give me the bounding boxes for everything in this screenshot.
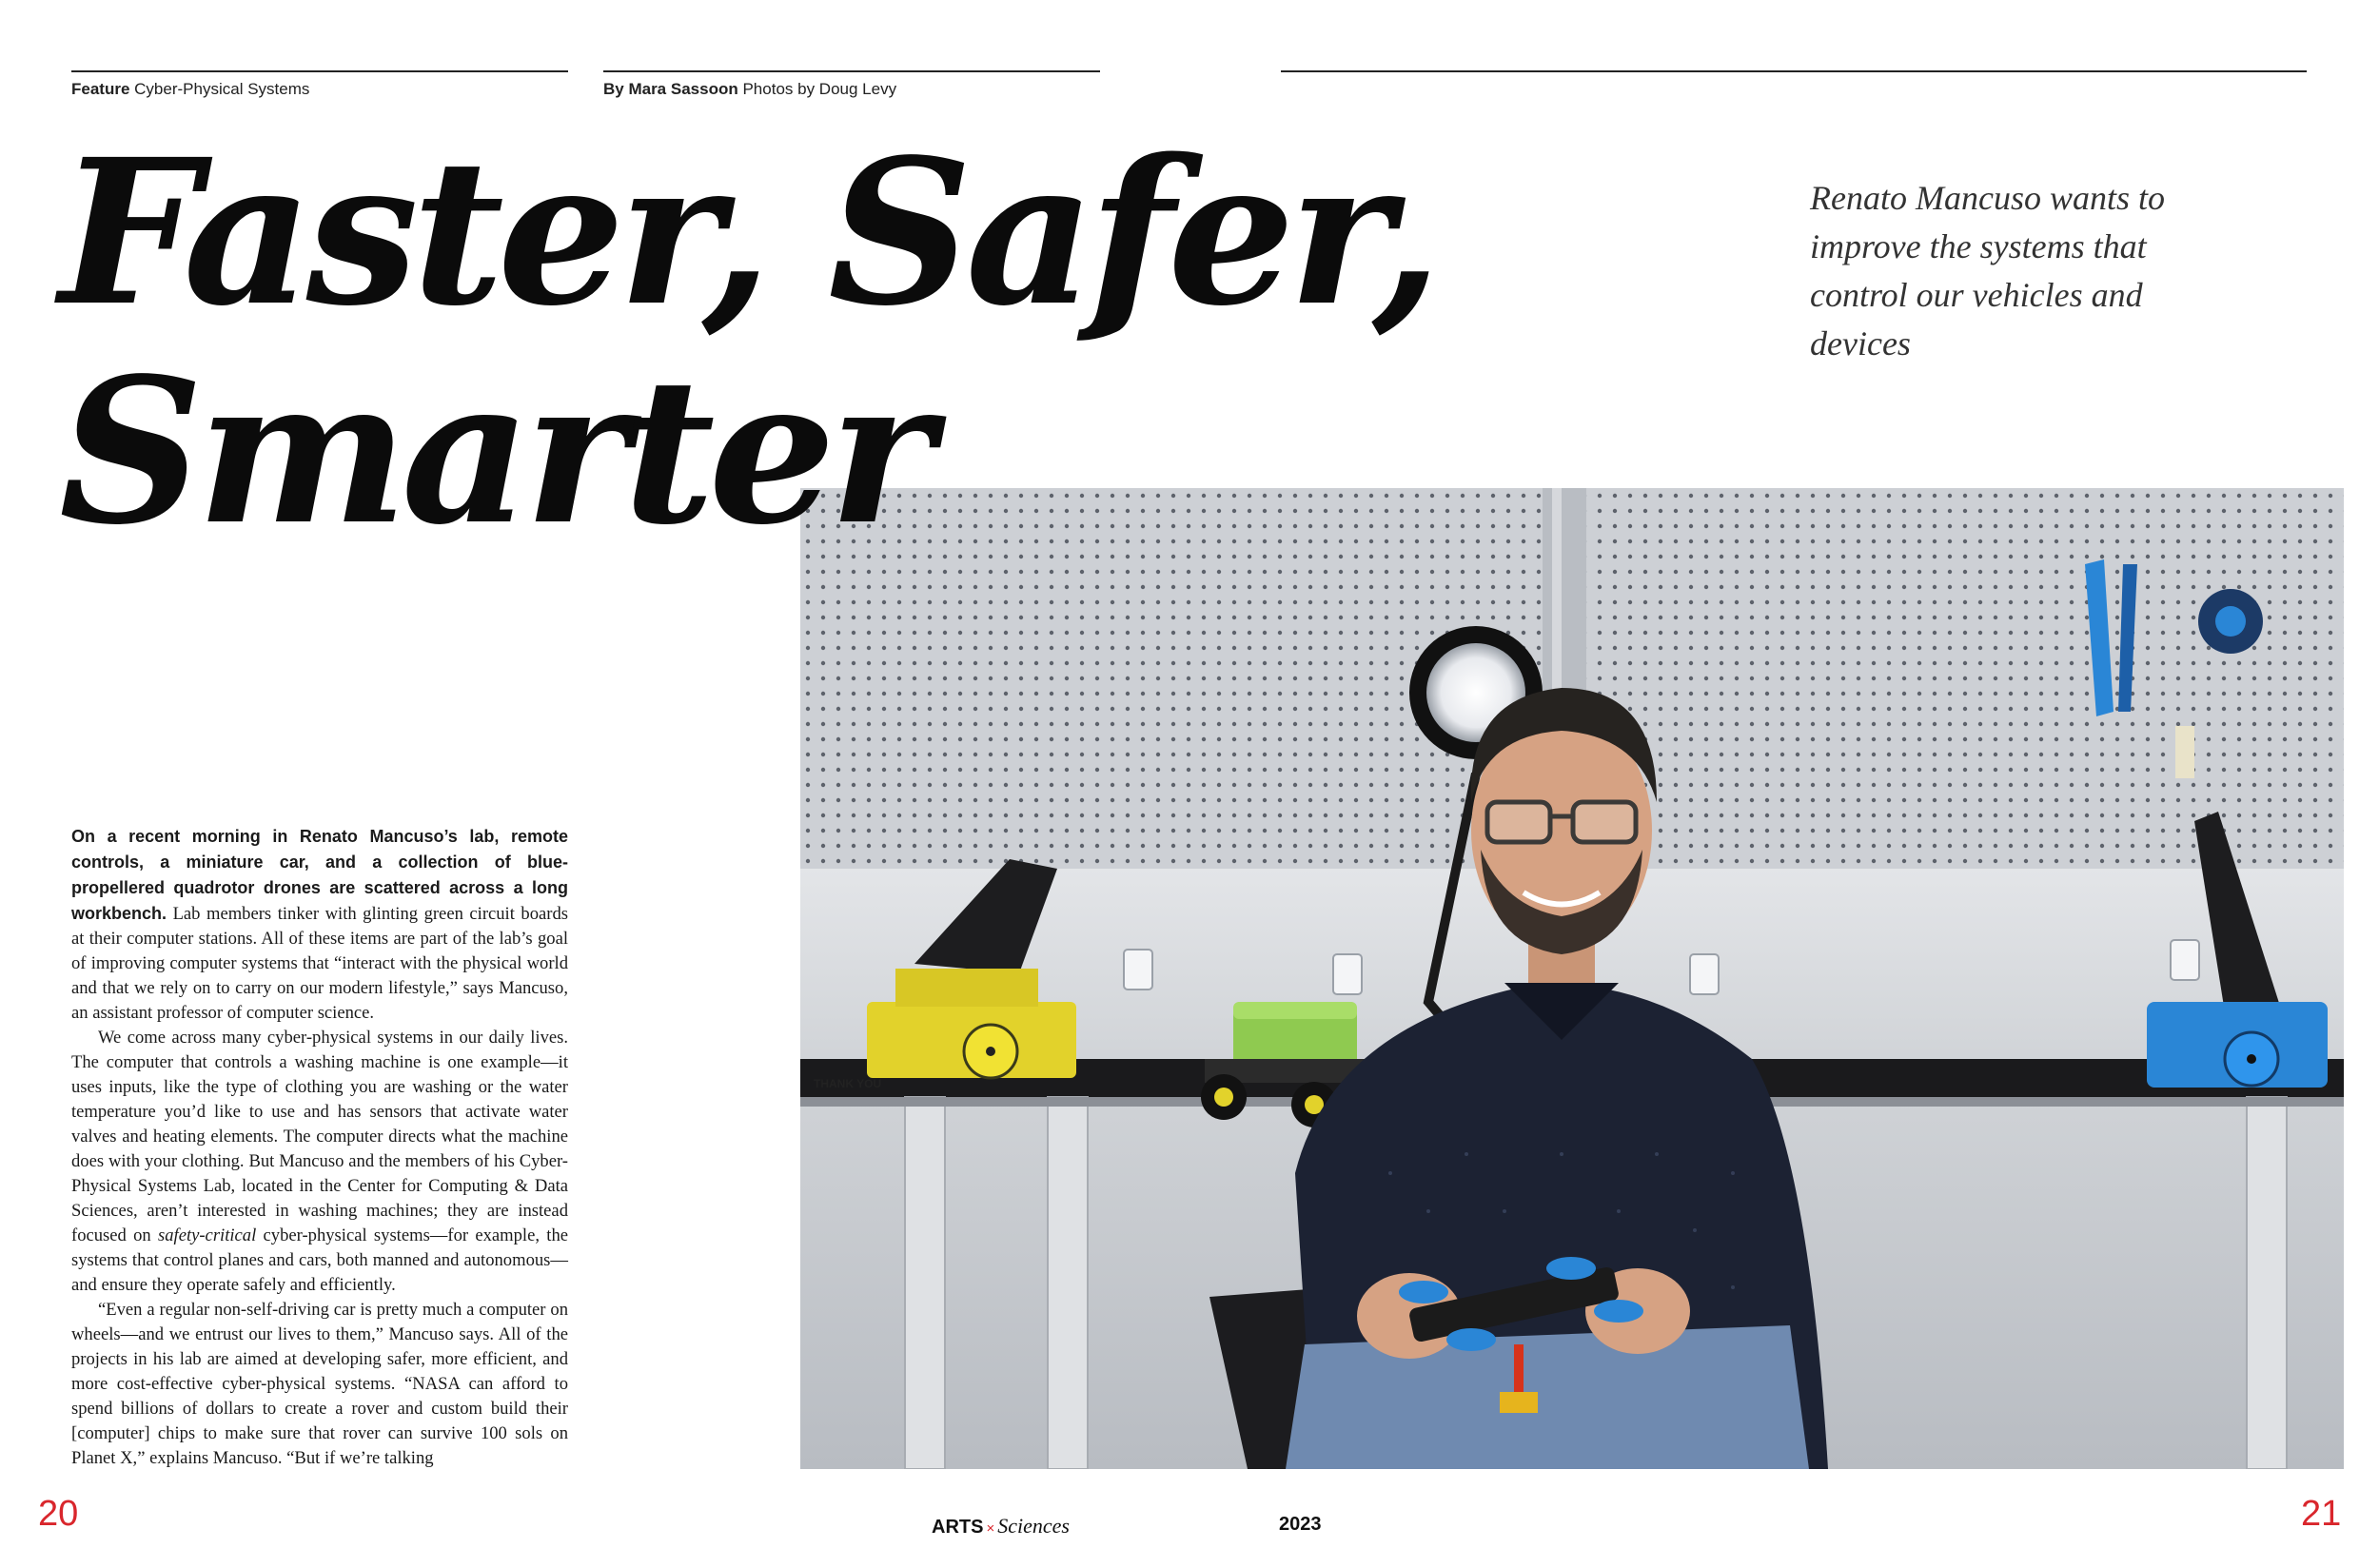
headline-line-2: Smarter bbox=[59, 334, 928, 569]
page-number-right: 21 bbox=[2301, 1494, 2342, 1534]
brand-arts: ARTS bbox=[932, 1517, 984, 1538]
byline bbox=[603, 80, 896, 99]
emphasis-safety-critical: safety-critical bbox=[158, 1225, 257, 1245]
top-rule-left bbox=[71, 70, 568, 72]
footer-brand bbox=[932, 1514, 1070, 1539]
byline-photos: Photos by Doug Levy bbox=[742, 80, 897, 98]
brand-x: × bbox=[986, 1520, 995, 1537]
headline-line-1: Faster, Safer, bbox=[59, 115, 1436, 350]
body-paragraph-2 bbox=[71, 1026, 568, 1298]
footer-year bbox=[1279, 1514, 1322, 1536]
body-text-column bbox=[71, 824, 568, 1471]
page-number-left: 20 bbox=[38, 1494, 79, 1534]
top-rule-right bbox=[1281, 70, 2307, 72]
lab-photo-illustration bbox=[800, 488, 2344, 1469]
section-topic: Cyber-Physical Systems bbox=[134, 80, 310, 98]
feature-photo bbox=[800, 488, 2344, 1469]
year-label: 2023 bbox=[1279, 1514, 1322, 1535]
body-paragraph-3: “Even a regular non-self-driving car is pretty much a computer on wheels—and we entrust our lives to them,” Mancuso says. All of the projects in his lab are aimed at developing safer, more efficient, and more cost-effective cyber-physical systems. “NASA can afford to spend billions of dollars to create a rover and custom build their [computer] chips to make sure that rover can survive 100 sols on Planet X,” explains Mancuso. “But if we’re talking bbox=[71, 1300, 568, 1468]
article-headline bbox=[59, 115, 1436, 569]
paragraph-2-a: We come across many cyber-physical systems in our daily lives. The computer that controls a washing machine is one example—it uses inputs, like the type of clothing you are washing or the water temperature you’d like to use and has sensors that activate water valves and heating elements. The computer directs what the machine does with your clothing. But Mancuso and the members of his Cyber-Physical Systems Lab, located in the Center for Computing & Data Sciences, aren’t interested in washing machines; they are instead focused on bbox=[71, 1028, 568, 1245]
paragraph-1-rest: Lab members tinker with glinting green circuit boards at their computer stations. All of these items are part of the lab’s goal of improving computer systems that “interact with the physical world and that we rely on to carry on our modern lifestyle,” says Mancuso, an assistant professor of computer science. bbox=[71, 904, 568, 1023]
thank-you-sign: THANK YOU bbox=[814, 1077, 882, 1090]
body-paragraph-1 bbox=[71, 824, 568, 1026]
byline-author: By Mara Sassoon bbox=[603, 80, 738, 98]
brand-sciences: Sciences bbox=[997, 1514, 1070, 1538]
section-label bbox=[71, 80, 309, 99]
section-kicker: Feature bbox=[71, 80, 130, 98]
top-rule-middle bbox=[603, 70, 1100, 72]
paragraph-2-b: cyber-physical systems—for example, the systems that control planes and cars, both manned and autonomous—and ensure they operate safely and efficiently. bbox=[71, 1225, 568, 1295]
lead-in: On a recent morning in Renato Mancuso’s lab, remote controls, a miniature car, and a collection of blue-propellered quadrotor drones are scattered across a long workbench. bbox=[71, 827, 568, 923]
article-dek: Renato Mancuso wants to improve the systems that control our vehicles and devices bbox=[1810, 179, 2165, 363]
